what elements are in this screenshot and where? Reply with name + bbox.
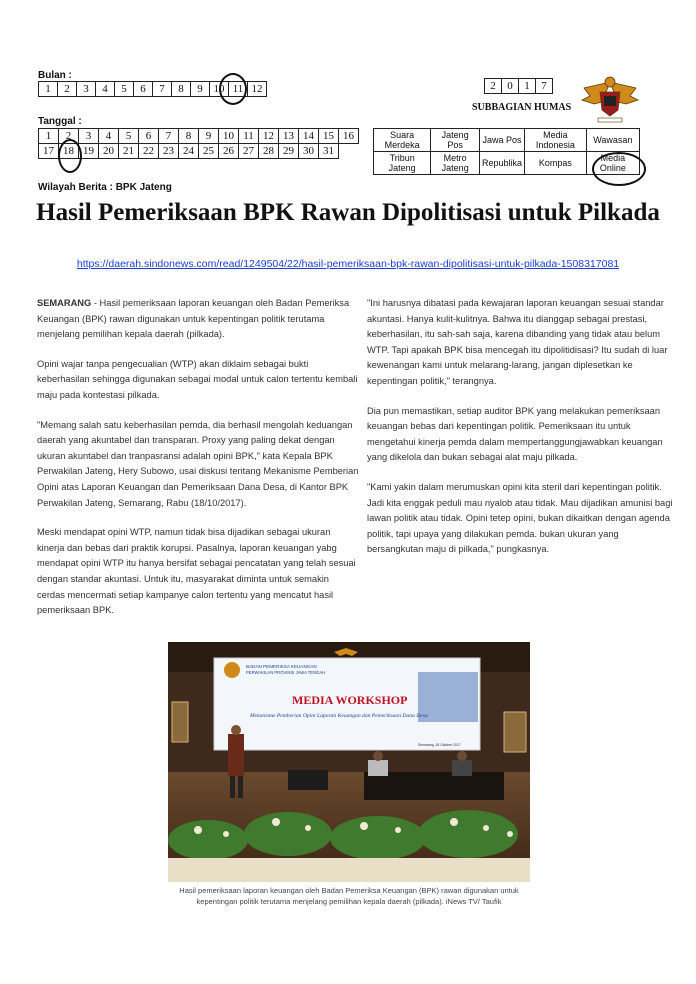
year-digit-cell: 7 (536, 79, 553, 94)
date-cell: 20 (99, 144, 119, 159)
date-cell: 13 (279, 129, 299, 144)
date-cell: 2 (59, 129, 79, 144)
photo-caption: Hasil pemeriksaan laporan keuangan oleh Badan Pemeriksa Keuangan (BPK) rawan digunakan untuk kepentingan politik terutama menjelang pemilihan kepala daerah (pilkada). iNews TV/ Taufik (179, 886, 519, 906)
article-right-column (367, 296, 676, 572)
date-cell: 11 (239, 129, 259, 144)
paragraph-text: "Memang salah satu keberhasilan pemda, dia berhasil mengolah keduangan daerah yang akuntabel dan transparan. Proxy yang paling dekat dengan ukuran akuntabel dan tranpasransi adalah opini BPK," kata Kepala BPK Perwakilan Jateng, Hery Subowo, usai diskusi tentang Mekanisme Pemberian Opini atas Laporan Keuangan dan Pemeriksaan Dana Desa, di Kantor BPK Perwakilan Jateng, Semarang, Rabu (18/10/2017). (37, 419, 359, 508)
month-cell: 10 (210, 82, 229, 97)
date-cell: 26 (219, 144, 239, 159)
article-paragraph: Dia pun memastikan, setiap auditor BPK yang melakukan pemeriksaan keuangan bebas dari kepentingan politik. Pemeriksaan itu untuk mengetahui kinerja pemda dalam mempertanggungjawabkan keuangan yang dikelola dan bukan sebagai alat maju pilkada. (367, 405, 663, 463)
month-cell: 11 (229, 82, 248, 97)
date-cell: 6 (139, 129, 159, 144)
paragraph-text: Meski mendapat opini WTP, namun tidak bisa dijadikan sebagai ukuran kinerja dan bebas dari praktik korupsi. Pasalnya, laporan keuangan yabg mendapat opini WTP itu hanya bersifat sebagai pencatatan yang telah sesuai dengan standar akuntasi. Untuk itu, masyarakat diminta untuk semakin cerdas mencermati setiap kampanye calon tertentu yang mencatut hasil pemeriksaan BPK. (37, 527, 356, 616)
media-cell: Kompas (525, 152, 587, 175)
date-cell: 30 (299, 144, 319, 159)
media-cell: Metro Jateng (431, 152, 480, 175)
wilayah-berita: Wilayah Berita : BPK Jateng (38, 182, 172, 193)
article-photo (168, 642, 530, 882)
month-cell: 2 (58, 82, 77, 97)
date-cell: 7 (159, 129, 179, 144)
month-cell: 4 (96, 82, 115, 97)
month-cell: 12 (248, 82, 267, 97)
year-digit-cell: 1 (519, 79, 536, 94)
year-digit-cell: 0 (502, 79, 519, 94)
date-cell: 19 (79, 144, 99, 159)
date-cell: 24 (179, 144, 199, 159)
date-cell: 1 (39, 129, 59, 144)
month-cell: 1 (39, 82, 58, 97)
media-cell: Republika (480, 152, 525, 175)
banner-org1: BADAN PEMERIKSA KEUANGAN (246, 664, 317, 669)
date-cell: 22 (139, 144, 159, 159)
media-selection-circle (592, 152, 646, 186)
article-paragraph: "Kami yakin dalam merumuskan opini kita steril dari kepentingan politik. Jadi kita enggak peduli mau nyalob atau tidak. Mau dijadikan amunisi bagi lawan politik atau tidak. Opini tetep opini, bukan dikaitkan dengan agenda politik, tapi upaya yang dilakukan pemda. bukan ukuran yang bersangkutan maju di pilkada," pungkasnya. (367, 481, 673, 555)
month-cell: 3 (77, 82, 96, 97)
paragraph-text: - Hasil pemeriksaan laporan keuangan oleh Badan Pemeriksa Keuangan (BPK) rawan digunakan untuk kepentingan politik terutama menjelang pemilihan kepala daerah (pilkada). (37, 298, 350, 340)
date-cell: 5 (119, 129, 139, 144)
month-cell: 6 (134, 82, 153, 97)
date-cell: 3 (79, 129, 99, 144)
media-cell: Jateng Pos (431, 129, 480, 152)
garuda-emblem-icon (580, 74, 640, 126)
media-cell: Tribun Jateng (374, 152, 431, 175)
date-cell: 9 (199, 129, 219, 144)
year-box (484, 78, 553, 94)
banner-place: Semarang, 18 Oktober 2017 (418, 743, 461, 747)
month-cell: 8 (172, 82, 191, 97)
year-digit-cell: 2 (485, 79, 502, 94)
date-cell: 16 (339, 129, 359, 144)
media-cell: Media Online (586, 152, 639, 175)
article-url-link[interactable]: https://daerah.sindonews.com/read/1249504/22/hasil-pemeriksaan-bpk-rawan-dipolitisasi-untuk-pilkada-1508317081 (76, 258, 620, 270)
date-selection-circle (58, 139, 82, 173)
date-cell: 8 (179, 129, 199, 144)
article-paragraph (37, 357, 359, 404)
article-left-column (37, 296, 359, 633)
paragraph-text: Opini wajar tanpa pengecualian (WTP) akan diklaim sebagai bukti keberhasilan sehingga digunakan sebagai modal untuk calon tertentu kembali maju pada kontestasi pilkada. (37, 358, 358, 400)
dateline: SEMARANG (37, 298, 92, 308)
article-paragraph (37, 418, 359, 512)
date-cell: 10 (219, 129, 239, 144)
date-cell: 14 (299, 129, 319, 144)
tanggal-label: Tanggal : (38, 116, 82, 127)
month-cell: 7 (153, 82, 172, 97)
media-cell: Wawasan (586, 129, 639, 152)
date-cell: 29 (279, 144, 299, 159)
article-title: Hasil Pemeriksaan BPK Rawan Dipolitisasi untuk Pilkada (36, 199, 660, 226)
date-cell: 27 (239, 144, 259, 159)
date-cell: 18 (59, 144, 79, 159)
date-cell: 31 (319, 144, 339, 159)
banner-org2: PERWAKILAN PROVINSI JAWA TENGAH (246, 670, 326, 675)
article-paragraph (37, 525, 359, 619)
date-cell: 17 (39, 144, 59, 159)
date-cell: 23 (159, 144, 179, 159)
date-cell: 12 (259, 129, 279, 144)
date-cell: 4 (99, 129, 119, 144)
media-cell: Suara Merdeka (374, 129, 431, 152)
banner-headline: MEDIA WORKSHOP (292, 693, 408, 707)
month-selection-circle (219, 73, 247, 105)
date-cell: 28 (259, 144, 279, 159)
bulan-label: Bulan : (38, 70, 72, 81)
date-cell: 21 (119, 144, 139, 159)
date-cell: 15 (319, 129, 339, 144)
date-grid (38, 128, 359, 159)
banner-subline: Mekanisme Pemberian Opini Laporan Keuangan dan Pemeriksaan Dana Desa (250, 713, 428, 719)
month-cell: 9 (191, 82, 210, 97)
subbagian-humas: SUBBAGIAN HUMAS (472, 102, 572, 113)
article-paragraph: "Ini harusnya dibatasi pada kewajaran laporan keuangan sesuai standar akuntasi. Hanya kulit-kulitnya. Bahwa itu dianggap sebagai prestasi, keberhasilan, itu sah-sah saja, karena dibanding yang tidak atau belum WTP. Tapi apakah BPK bisa mencegah itu dipolitidisasi? Itu sudah di luar kewenangan kami untuk melarang-larang, jangan diplesetkan ke kepentingan politik," terangnya. (367, 298, 668, 386)
date-cell: 25 (199, 144, 219, 159)
month-cell: 5 (115, 82, 134, 97)
media-cell: Jawa Pos (480, 129, 525, 152)
article-paragraph (37, 296, 359, 343)
media-cell: Media Indonesia (525, 129, 587, 152)
